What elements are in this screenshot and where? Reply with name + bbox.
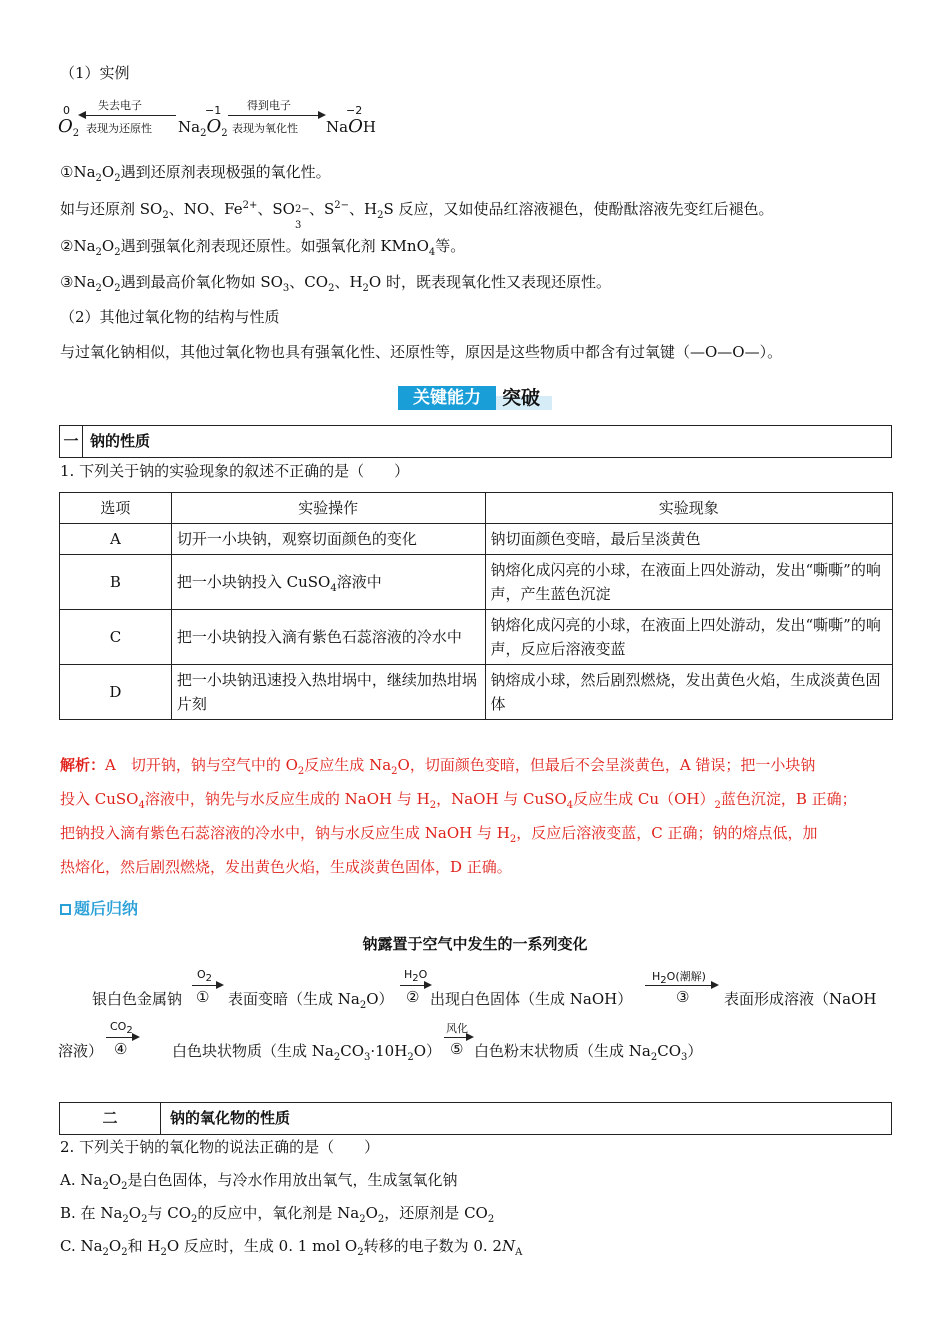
operation-cell: 把一小块钠投入滴有紫色石蕊溶液的冷水中: [171, 610, 485, 665]
header-operation: 实验操作: [171, 493, 485, 524]
reagent-co2: $CO_2$: [110, 1020, 133, 1037]
step-tarnish: 表面变暗（生成 $Na_2O$）: [228, 990, 394, 1011]
step-white-lump: 白色块状物质（生成 $Na_2CO_3\cdot 10H_2O$）: [172, 1042, 441, 1063]
phenomenon-cell: 钠熔化成闪亮的小球，在液面上四处游动，发出“嘶嘶”的响声，反应后溶液变蓝: [485, 610, 893, 665]
option-cell: A: [60, 524, 172, 555]
reagent-efflorescence: 风化: [446, 1022, 468, 1035]
operation-cell: 把一小块钠投入 CuSO$_4$溶液中: [171, 555, 485, 610]
circle-5: ⑤: [450, 1040, 464, 1058]
operation-cell: 把一小块钠迅速投入热坩埚中，继续加热坩埚片刻: [171, 665, 485, 720]
ox-state-0: 0: [63, 104, 70, 117]
section-2-number: 二: [60, 1103, 161, 1134]
answer-1-line-1: 解析：A 切开钠，钠与空气中的 $O_2$反应生成 $Na_2O$，切面颜色变暗，但最后不会呈淡黄色，A 错误；把一小块钠: [60, 756, 816, 777]
answer-1-line-2: 投入 CuSO$_4$溶液中，钠先与水反应生成的 NaOH 与 $H_2$，NaOH 与 CuSO$_4$反应生成 $Cu(OH)_2$蓝色沉淀，B 正确；: [60, 790, 857, 811]
arrow-5: [444, 1037, 468, 1038]
key-ability-banner: [398, 384, 554, 412]
example-label: （1）实例: [60, 64, 130, 82]
circle-4: ④: [114, 1040, 128, 1058]
reagent-o2: $O_2$: [197, 968, 213, 985]
question-2-option-c: C. $Na_2O_2$和 $H_2O$ 反应时，生成 0. 1 mol $O_2$转移的电子数为 0. $2N_A$: [60, 1237, 523, 1258]
point-2: $②Na_2O_2$遇到强氧化剂表现还原性。如强氧化剂 KMnO$_4$等。: [60, 237, 466, 258]
question-1-stem: 1. 下列关于钠的实验现象的叙述不正确的是（ ）: [60, 462, 410, 480]
point-1: $①Na_2O_2$遇到还原剂表现极强的氧化性。: [60, 163, 331, 184]
gain-electrons-label: 得到电子: [247, 99, 291, 112]
question-1-table: [59, 492, 893, 720]
banner-rest: 突破: [502, 387, 541, 409]
oxidizing-label: 表现为氧化性: [232, 122, 298, 135]
reagent-h2o: $H_2O$: [404, 968, 428, 985]
arrow-right-line: [228, 115, 320, 116]
phenomenon-cell: 钠熔化成闪亮的小球，在液面上四处游动，发出“嘶嘶”的响声，产生蓝色沉淀: [485, 555, 893, 610]
ox-state-minus1: −1: [205, 104, 222, 117]
arrow-3-head: [711, 981, 719, 989]
question-2-option-b: B. 在 $Na_2O_2$与 $CO_2$的反应中，氧化剂是 $Na_2O_2$，还原剂是 $CO_2$: [60, 1204, 495, 1225]
summary-heading: 钠露置于空气中发生的一系列变化: [362, 935, 588, 953]
answer-1-line-3: 把钠投入滴有紫色石蕊溶液的冷水中，钠与水反应生成 NaOH 与 $H_2$，反应后溶液变蓝，C 正确；钠的熔点低，加: [60, 824, 818, 845]
operation-cell: 切开一小块钠，观察切面颜色的变化: [171, 524, 485, 555]
arrow-2: [400, 985, 426, 986]
section-1-header: [59, 425, 892, 458]
other-peroxides-label: （2）其他过氧化物的结构与性质: [60, 308, 280, 326]
banner-box: 关键能力: [398, 386, 496, 410]
arrow-5-head: [466, 1033, 474, 1041]
option-cell: C: [60, 610, 172, 665]
table-row: [60, 524, 893, 555]
step-silver-sodium: 银白色金属钠: [92, 990, 183, 1008]
step-white-solid: 出现白色固体（生成 NaOH）: [430, 990, 633, 1008]
section-1-number: 一: [60, 426, 83, 457]
circle-3: ③: [676, 988, 690, 1006]
formula-naoh: NaOH: [326, 116, 376, 137]
point-3: $③Na_2O_2$遇到最高价氧化物如 $SO_3$、$CO_2$、$H_2O$ 时，既表现氧化性又表现还原性。: [60, 273, 611, 294]
option-cell: B: [60, 555, 172, 610]
header-option: 选项: [60, 493, 172, 524]
table-row: [60, 665, 893, 720]
arrow-3: [645, 985, 713, 986]
table-header-row: [60, 493, 893, 524]
ox-state-minus2: −2: [346, 104, 363, 117]
formula-o2: $O_2$: [58, 116, 80, 139]
circle-1: ①: [196, 988, 210, 1006]
table-row: [60, 555, 893, 610]
question-2-option-a: A. $Na_2O_2$是白色固体，与冷水作用放出氧气，生成氢氧化钠: [60, 1171, 458, 1192]
formula-na2o2: $Na_2O_2$: [178, 116, 228, 139]
section-1-title: 钠的性质: [90, 432, 151, 450]
section-2-title: 钠的氧化物的性质: [170, 1109, 291, 1127]
answer-1-line-4: 热熔化，然后剧烈燃烧，发出黄色火焰，生成淡黄色固体，D 正确。: [60, 858, 512, 876]
arrow-4: [106, 1037, 134, 1038]
arrow-1: [192, 985, 218, 986]
phenomenon-cell: 钠熔成小球，然后剧烈燃烧，发出黄色火焰，生成淡黄色固体: [485, 665, 893, 720]
step-white-powder: 白色粉末状物质（生成 $Na_2CO_3$）: [474, 1042, 703, 1063]
reducing-label: 表现为还原性: [86, 122, 152, 135]
arrow-4-head: [132, 1033, 140, 1041]
arrow-left-line: [84, 115, 176, 116]
option-cell: D: [60, 665, 172, 720]
phenomenon-cell: 钠切面颜色变暗，最后呈淡黄色: [485, 524, 893, 555]
step-solution-cont: 溶液）: [58, 1042, 104, 1060]
square-icon: [60, 904, 71, 915]
step-solution: 表面形成溶液（NaOH: [724, 990, 877, 1008]
header-phenomenon: 实验现象: [485, 493, 893, 524]
arrow-1-head: [216, 981, 224, 989]
reagent-h2o-deliquescence: $H_2O$(潮解): [652, 970, 706, 987]
other-peroxides-text: 与过氧化钠相似，其他过氧化物也具有强氧化性、还原性等，原因是这些物质中都含有过氧键（—O—O—）。: [60, 343, 783, 361]
lose-electrons-label: 失去电子: [98, 99, 142, 112]
arrow-right-head: [318, 111, 326, 119]
section-2-header: [59, 1102, 892, 1135]
circle-2: ②: [406, 988, 420, 1006]
summary-label: 题后归纳: [60, 898, 138, 920]
table-row: [60, 610, 893, 665]
point-1-detail: 如与还原剂 $SO_2$、NO、$Fe^{2+}$、SO 2− 3 、$S^{2-}$、$H_2S$ 反应，又如使品红溶液褪色，使酚酞溶液先变红后褪色。: [60, 200, 774, 231]
question-2-stem: 2. 下列关于钠的氧化物的说法正确的是（ ）: [60, 1138, 380, 1156]
